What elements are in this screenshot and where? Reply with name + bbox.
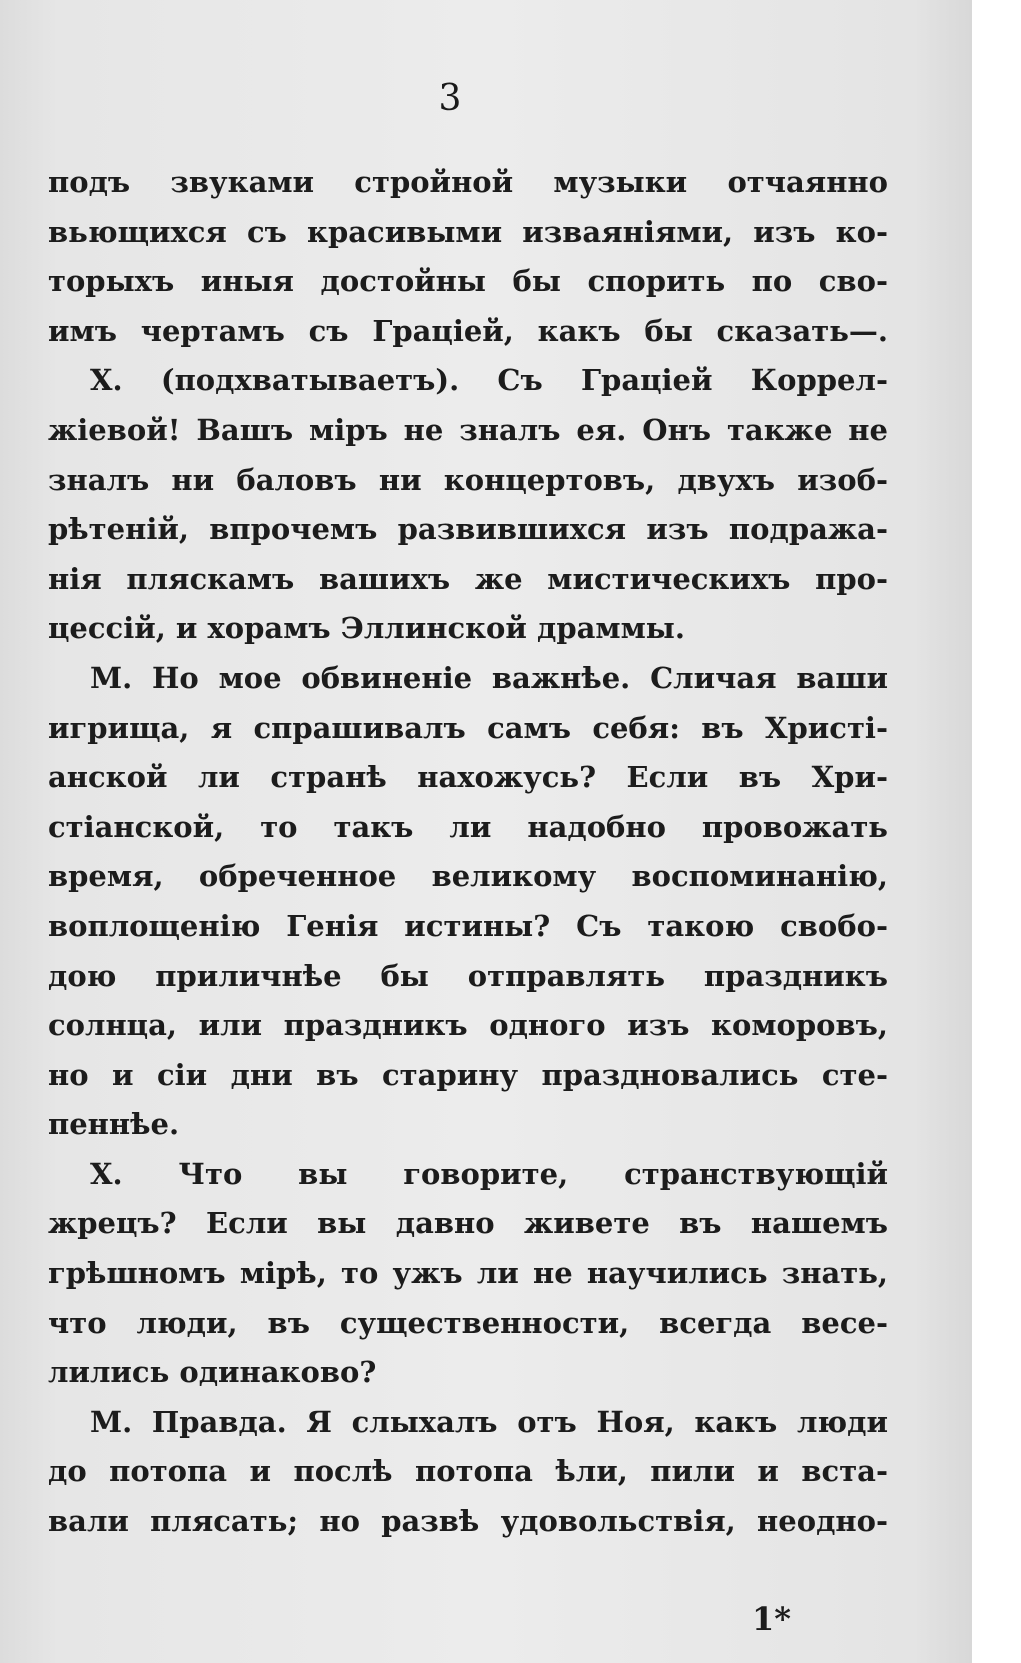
text-line: имъ чертамъ съ Граціей, какъ бы сказать—. <box>48 313 888 348</box>
text-line: до потопа и послѣ потопа ѣли, пили и вста- <box>48 1454 888 1489</box>
text-line: Х. (подхватываетъ). Съ Граціей Коррел- <box>90 363 888 398</box>
text-line: грѣшномъ мірѣ, то ужъ ли не научились знать, <box>48 1256 888 1291</box>
text-line: жрецъ? Если вы давно живете въ нашемъ <box>48 1206 888 1241</box>
text-line: подъ звуками стройной музыки отчаянно <box>48 165 888 199</box>
page-text <box>48 158 888 1547</box>
text-line: рѣтеній, впрочемъ развившихся изъ подража- <box>48 512 888 547</box>
text-line: воплощенію Генія истины? Съ такою свобо- <box>48 908 888 943</box>
text-line: что люди, въ существенности, всегда весе- <box>48 1305 888 1340</box>
text-line: лились одинаково? <box>48 1355 377 1390</box>
text-line: Х. Что вы говорите, странствующій <box>90 1156 888 1191</box>
text-line: но и сіи дни въ старину праздновались сте- <box>48 1057 888 1092</box>
text-line: вьющихся съ красивыми изваяніями, изъ ко- <box>48 214 888 249</box>
text-line: М. Но мое обвиненіе важнѣе. Сличая ваши <box>90 660 888 695</box>
text-line: время, обреченное великому воспоминанію, <box>48 859 888 894</box>
text-line: жіевой! Вашъ міръ не зналъ ея. Онъ также не <box>48 412 888 447</box>
text-line: нія пляскамъ вашихъ же мистическихъ про- <box>48 561 888 596</box>
text-line: дою приличнѣе бы отправлять праздникъ <box>48 958 888 993</box>
text-line: М. Правда. Я слыхалъ отъ Ноя, какъ люди <box>90 1404 888 1439</box>
text-line: солнца, или праздникъ одного изъ коморовъ, <box>48 1008 888 1043</box>
text-line: вали плясать; но развѣ удовольствія, неодно- <box>48 1504 888 1539</box>
text-line: анской ли странѣ нахожусь? Если въ Хри- <box>48 760 888 795</box>
text-line: торыхъ иныя достойны бы спорить по сво- <box>48 264 888 299</box>
text-line: пеннѣе. <box>48 1107 180 1142</box>
text-line: зналъ ни баловъ ни концертовъ, двухъ изоб- <box>48 462 888 497</box>
signature-mark: 1* <box>752 1600 791 1638</box>
text-line: игрища, я спрашивалъ самъ себя: въ Христі- <box>48 710 888 745</box>
text-line: цессій, и хорамъ Эллинской драммы. <box>48 611 685 646</box>
page-number: 3 <box>438 78 462 119</box>
text-line: стіанской, то такъ ли надобно провожать <box>48 809 888 844</box>
